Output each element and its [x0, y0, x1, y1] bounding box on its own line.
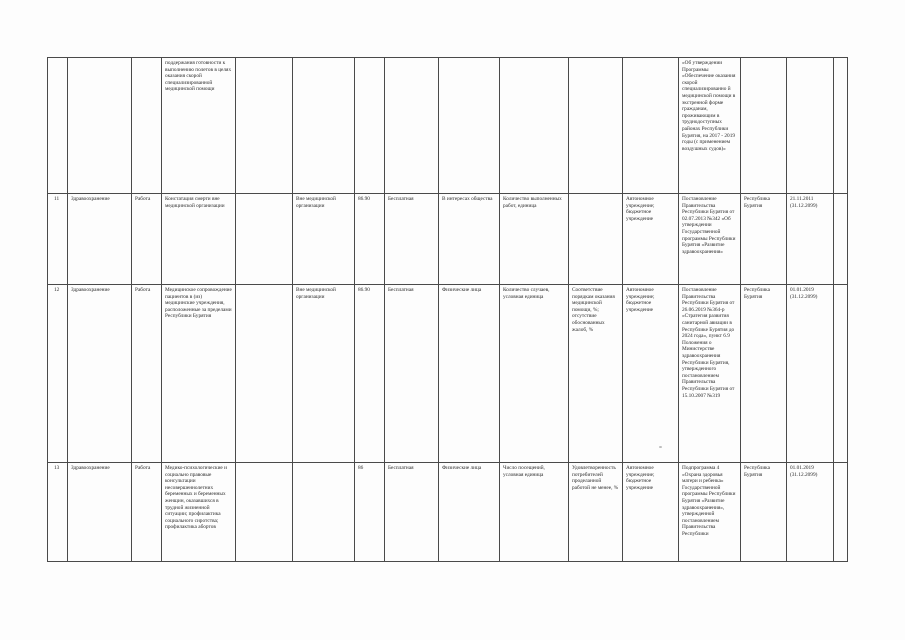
territory-cell: Республика Бурятия: [741, 463, 787, 562]
row-number-cell: 11: [48, 194, 68, 285]
legal-basis-cell: Подпрограмма 4 «Охрана здоровья матери и ребенка» Государственной программы Республики Бурятия «Развитие здравоохранения», утвержденной постановлением Правительства Республики: [679, 463, 741, 562]
service-name-cell: Медицинское сопровождение пациентов в (из) медицинские учреждения, расположенные за пределами Республики Бурятия: [162, 285, 236, 463]
okved-code-cell: 86: [355, 463, 385, 562]
okved-code-cell: 86.90: [355, 194, 385, 285]
quality-indicator-cell: Удовлетворенность потребителей проделанной работой не менее, %: [569, 463, 623, 562]
consumers-cell: Физические лица: [439, 463, 500, 562]
payment-cell: Бесплатная: [385, 194, 439, 285]
type-cell: Работа: [132, 194, 162, 285]
scan-speck: [659, 446, 662, 448]
payment-cell: [385, 58, 439, 194]
condition-cell: [293, 463, 355, 562]
condition-cell: [293, 58, 355, 194]
service-name-cell: поддержания готовности к выполнению полетов в целях оказания скорой специализированной медицинской помощи: [162, 58, 236, 194]
okved-code-cell: [355, 58, 385, 194]
table-row: [48, 463, 848, 562]
condition-cell: Вне медицинской организации: [293, 285, 355, 463]
volume-indicator-cell: Количество случаев, условная единица: [500, 285, 569, 463]
table-row: [48, 285, 848, 463]
institution-type-cell: Автономное учреждение; бюджетное учреждение: [623, 285, 679, 463]
extra-cell: [834, 285, 848, 463]
institution-type-cell: [623, 58, 679, 194]
blank-cell: [236, 285, 293, 463]
institution-type-cell: Автономное учреждение; бюджетное учреждение: [623, 463, 679, 562]
sector-cell: Здравоохранение: [68, 194, 132, 285]
type-cell: Работа: [132, 285, 162, 463]
dates-cell: 01.01.2019 (31.12.2099): [787, 285, 834, 463]
sector-cell: Здравоохранение: [68, 285, 132, 463]
consumers-cell: В интересах общества: [439, 194, 500, 285]
territory-cell: [741, 58, 787, 194]
service-name-cell: Медико-психологические и социально правовые консультации несовершеннолетних беременных и беременных женщин, оказавшихся в трудной жизненной ситуации; профилактика социального сиротства; профилактика абортов: [162, 463, 236, 562]
consumers-cell: Физические лица: [439, 285, 500, 463]
extra-cell: [834, 58, 848, 194]
volume-indicator-cell: [500, 58, 569, 194]
table-row: [48, 58, 848, 194]
row-number-cell: 12: [48, 285, 68, 463]
territory-cell: Республика Бурятия: [741, 285, 787, 463]
payment-cell: Бесплатная: [385, 463, 439, 562]
blank-cell: [236, 58, 293, 194]
extra-cell: [834, 463, 848, 562]
consumers-cell: [439, 58, 500, 194]
quality-indicator-cell: [569, 194, 623, 285]
quality-indicator-cell: [569, 58, 623, 194]
type-cell: [132, 58, 162, 194]
table-row: [48, 194, 848, 285]
row-number-cell: [48, 58, 68, 194]
extra-cell: [834, 194, 848, 285]
institution-type-cell: Автономное учреждение; бюджетное учреждение: [623, 194, 679, 285]
volume-indicator-cell: Количество выполненных работ, единица: [500, 194, 569, 285]
service-name-cell: Констатация смерти вне медицинской организации: [162, 194, 236, 285]
sector-cell: Здравоохранение: [68, 463, 132, 562]
payment-cell: Бесплатная: [385, 285, 439, 463]
okved-code-cell: 86.90: [355, 285, 385, 463]
condition-cell: Вне медицинской организации: [293, 194, 355, 285]
dates-cell: 01.01.2019 (31.12.2099): [787, 463, 834, 562]
blank-cell: [236, 463, 293, 562]
sector-cell: [68, 58, 132, 194]
blank-cell: [236, 194, 293, 285]
dates-cell: [787, 58, 834, 194]
territory-cell: Республика Бурятия: [741, 194, 787, 285]
volume-indicator-cell: Число посещений, условная единица: [500, 463, 569, 562]
services-registry-table: [47, 57, 848, 562]
type-cell: Работа: [132, 463, 162, 562]
legal-basis-cell: Постановление Правительства Республики Бурятия от 26.06.2019 №364-р «Стратегия развития санитарной авиации в Республике Бурятия до 2024 года», пункт 6.9 Положения о Министерстве здравоохранения Республики Бурятия, утвержденного постановлением Правительства Республики Бурятия от 15.10.2007 №319: [679, 285, 741, 463]
quality-indicator-cell: Соответствие порядкам оказания медицинской помощи, %; отсутствие обоснованных жалоб, %: [569, 285, 623, 463]
row-number-cell: 13: [48, 463, 68, 562]
dates-cell: 21.11.2011 (31.12.2099): [787, 194, 834, 285]
legal-basis-cell: «Об утверждении Программы «Обеспечение оказания скорой специализированно й медицинской помощи в экстренной форме гражданам, проживающим в труднодоступных районах Республики Бурятия, на 2017 - 2019 годы (с применением воздушных судов)»: [679, 58, 741, 194]
legal-basis-cell: Постановление Правительства Республики Бурятия от 02.07.2013 №342 «Об утверждении Государственной программы Республики Бурятия «Развитие здравоохранения»: [679, 194, 741, 285]
